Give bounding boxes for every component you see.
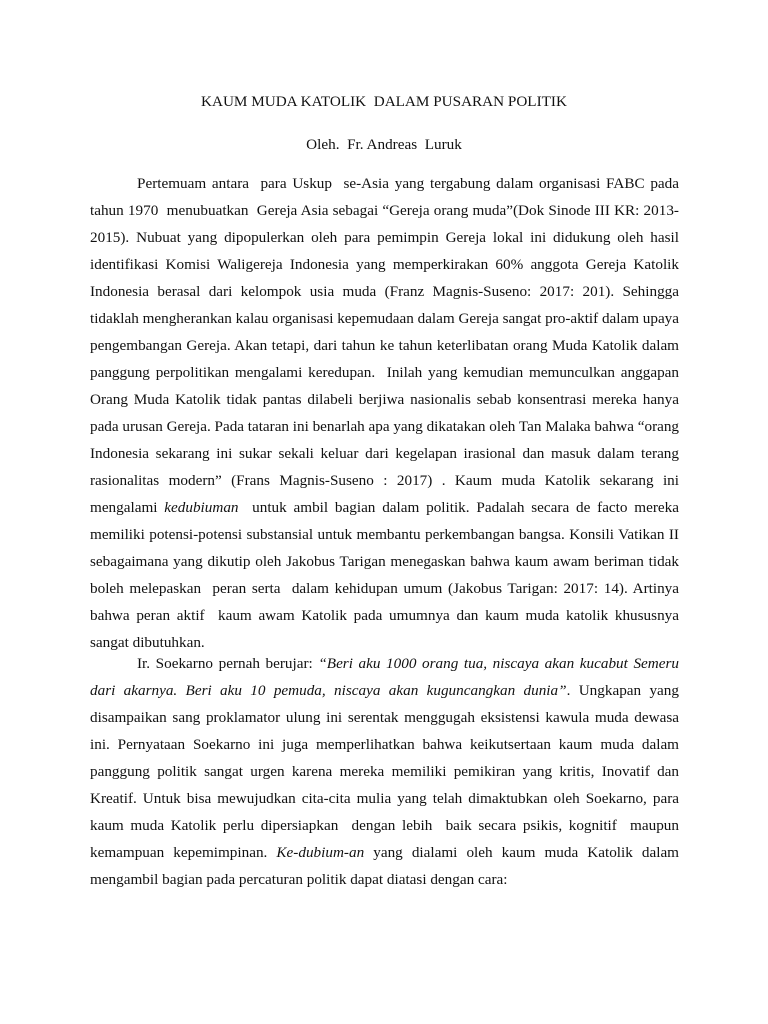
paragraph-line-text [90, 470, 679, 492]
paragraph-line-text [90, 680, 679, 702]
document-author: Oleh. Fr. Andreas Luruk [306, 136, 462, 153]
text-run: sebagaimana yang dikutip oleh Jakobus Tarigan menegaskan bahwa kaum awam beriman tidak [90, 553, 679, 570]
text-run: identifikasi Komisi Waligereja Indonesia yang memperkirakan 60% anggota Gereja Katolik [90, 256, 679, 273]
text-run: pada urusan Gereja. Pada tataran ini benarlah apa yang dikatakan oleh Tan Malaka bahwa “orang [90, 418, 679, 435]
italic-text: dari akarnya. Beri aku 10 pemuda, niscaya akan kuguncangkan dunia” [90, 682, 567, 699]
paragraph-line-text [90, 200, 679, 222]
text-run: disampaikan sang proklamator ulung ini serentak menggugah eksistensi kawula muda dewasa [90, 709, 679, 726]
paragraph-line-text [90, 605, 679, 627]
text-run: Pertemuam antara para Uskup se-Asia yang tergabung dalam organisasi FABC pada [137, 175, 679, 192]
text-run: Indonesia sekarang ini sukar sekali keluar dari kegelapan irasional dan masuk dalam terang [90, 445, 679, 462]
paragraph-line-text [90, 578, 679, 600]
paragraph-line-text [90, 815, 679, 837]
paragraph-line-text [90, 869, 508, 891]
text-run: boleh melepaskan peran serta dalam kehidupan umum (Jakobus Tarigan: 2017: 14). Artinya [90, 580, 679, 597]
paragraph-line-text [90, 281, 679, 303]
text-run: 2015). Nubuat yang dipopulerkan oleh para pemimpin Gereja lokal ini didukung oleh hasil [90, 229, 679, 246]
paragraph-line-text [90, 227, 679, 249]
text-run: . Ungkapan yang [566, 682, 679, 699]
text-run: mengambil bagian pada percaturan politik dapat diatasi dengan cara: [90, 871, 508, 888]
text-run: pengembangan Gereja. Akan tetapi, dari tahun ke tahun keterlibatan orang Muda Katolik dalam [90, 337, 679, 354]
paragraph-line-text [137, 653, 679, 675]
text-run: kaum muda Katolik perlu dipersiapkan dengan lebih baik secara psikis, kognitif maupun [90, 817, 679, 834]
text-run: panggung perpolitikan mengalami keredupan. Inilah yang kemudian memunculkan anggapan [90, 364, 679, 381]
paragraph-line-text [137, 173, 679, 195]
paragraph-line-text [90, 416, 679, 438]
text-run: Orang Muda Katolik tidak pantas dilabeli berjiwa nasionalis sebab konsentrasi mereka hanya [90, 391, 679, 408]
paragraph-line-text [90, 389, 679, 411]
text-run: kemampuan kepemimpinan. [90, 844, 277, 861]
text-run: Indonesia berasal dari kelompok usia muda (Franz Magnis-Suseno: 2017: 201). Sehingga [90, 283, 679, 300]
text-run: ini. Pernyataan Soekarno ini juga memperlihatkan bahwa keikutsertaan kaum muda dalam [90, 736, 679, 753]
paragraph-line-text [90, 707, 679, 729]
paragraph-line-text [90, 335, 679, 357]
text-run: panggung politik sangat urgen karena mereka memiliki pemikiran yang kritis, Inovatif dan [90, 763, 679, 780]
paragraph-line-text [90, 788, 679, 810]
text-run: tidaklah mengherankan kalau organisasi kepemudaan dalam Gereja sangat pro-aktif dalam upaya [90, 310, 679, 327]
paragraph-line-text [90, 254, 679, 276]
paragraph-line-text [90, 734, 679, 756]
text-run: tahun 1970 menubuatkan Gereja Asia sebagai “Gereja orang muda”(Dok Sinode III KR: 2013- [90, 202, 679, 219]
text-run: rasionalitas modern” (Frans Magnis-Suseno : 2017) . Kaum muda Katolik sekarang ini [90, 472, 679, 489]
text-run: untuk ambil bagian dalam politik. Padalah secara de facto mereka [238, 499, 679, 516]
paragraph-line-text [90, 308, 679, 330]
italic-text: “Beri aku 1000 orang tua, niscaya akan kucabut Semeru [318, 655, 679, 672]
italic-text: Ke-dubium-an [276, 844, 365, 861]
text-run: bahwa peran aktif kaum awam Katolik pada umumnya dan kaum muda katolik khususnya [90, 607, 679, 624]
text-run: sangat dibutuhkan. [90, 634, 205, 651]
paragraph-line-text [90, 632, 205, 654]
text-run: memiliki potensi-potensi substansial untuk membantu perkembangan bangsa. Konsili Vatikan II [90, 526, 679, 543]
paragraph-line-text [90, 524, 679, 546]
text-run: mengalami [90, 499, 165, 516]
paragraph-line-text [90, 761, 679, 783]
text-run: Kreatif. Untuk bisa mewujudkan cita-cita mulia yang telah dimaktubkan oleh Soekarno, para [90, 790, 679, 807]
text-run: Ir. Soekarno pernah berujar: [137, 655, 319, 672]
paragraph-line-text [90, 551, 679, 573]
document-title: KAUM MUDA KATOLIK DALAM PUSARAN POLITIK [201, 93, 567, 110]
paragraph-line-text [90, 362, 679, 384]
paragraph-line-text [90, 497, 679, 519]
paragraph-line-text [90, 443, 679, 465]
text-run: yang dialami oleh kaum muda Katolik dalam [364, 844, 679, 861]
italic-text: kedubiuman [164, 499, 239, 516]
paragraph-line-text [90, 842, 679, 864]
